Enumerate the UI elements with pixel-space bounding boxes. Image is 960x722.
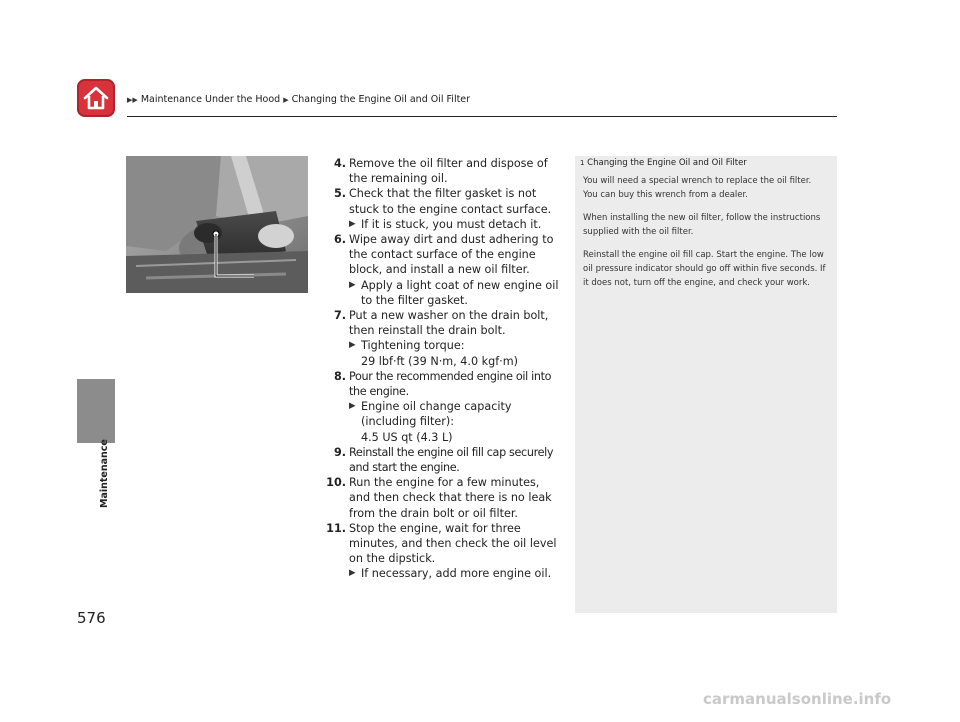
section-label [76,439,114,526]
step-subitem-text: Apply a light coat of new engine oil to the filter gasket. [361,278,559,307]
side-note [575,156,837,613]
note-paragraph: When installing the new oil filter, follow the instructions supplied with the oil filter. [583,213,821,237]
note-paragraph: Reinstall the engine oil fill cap. Start the engine. The low oil pressure indicator should go off within five seconds. If it does not, turn off the engine, and check your work. [583,250,826,288]
breadcrumb-arrow-icon: ▶▶ [127,96,138,104]
step-item [316,232,562,278]
step-text: Reinstall the engine oil fill cap securely and start the engine. [349,445,554,475]
breadcrumb [127,94,470,105]
step-number: 8. [333,369,346,383]
step-text: Stop the engine, wait for three minutes, and then check the oil level on the dipstick. [349,521,557,566]
note-title-text: Changing the Engine Oil and Oil Filter [587,158,747,168]
step-text: Remove the oil filter and dispose of the remaining oil. [349,157,548,186]
step-number: 4. [333,157,346,170]
note-marker-icon: 1 [580,159,585,167]
watermark: carmanualsonline.info [703,690,892,708]
step-item [316,445,562,475]
home-button[interactable] [77,79,115,117]
note-title [580,158,747,168]
step-item [316,186,562,216]
step-text: Check that the filter gasket is not stuck to the engine contact surface. [349,187,552,216]
section-label-text: Maintenance [99,439,110,508]
step-text: Pour the recommended engine oil into the engine. [349,369,552,399]
step-item [316,308,562,338]
step-subitem [316,566,562,581]
house-icon [82,83,110,113]
note-body [583,175,828,300]
torque-value: 29 lbf·ft (39 N·m, 4.0 kgf·m) [361,354,518,368]
step-item [316,521,562,567]
step-number: 6. [333,233,346,247]
step-number: 10. [326,476,346,490]
arrow-icon: ▶ [349,568,356,579]
step-item [316,369,562,399]
step-subitem-text: If it is stuck, you must detach it. [361,217,542,231]
arrow-icon: ▶ [349,401,356,412]
step-item [316,156,562,186]
page-number: 576 [77,609,106,627]
capacity-label: Engine oil change capacity (including filter): [361,400,512,429]
breadcrumb-item-section[interactable]: Maintenance Under the Hood [140,94,281,105]
engine-illustration [126,156,308,293]
note-paragraph: You will need a special wrench to replace the oil filter. You can buy this wrench from a dealer. [583,176,812,200]
procedure-steps [316,156,562,582]
step-number: 5. [333,187,346,201]
step-number: 11. [326,521,346,535]
torque-label: Tightening torque: [361,339,465,353]
step-subitem [316,399,562,445]
arrow-icon: ▶ [349,218,356,229]
arrow-icon: ▶ [349,279,356,290]
step-subitem-text [361,338,562,368]
header-divider [127,116,837,117]
step-number: 7. [333,309,346,323]
section-tab[interactable] [77,379,115,443]
oil-filter-photo [126,156,308,293]
step-subitem-text: If necessary, add more engine oil. [361,567,552,581]
step-text: Put a new washer on the drain bolt, then reinstall the drain bolt. [349,309,549,338]
step-text: Run the engine for a few minutes, and then check that there is no leak from the drain bolt or oil filter. [349,476,552,520]
step-number: 9. [333,445,346,459]
arrow-icon: ▶ [349,340,356,351]
step-subitem [316,217,562,232]
step-text: Wipe away dirt and dust adhering to the contact surface of the engine block, and install a new oil filter. [349,233,554,277]
breadcrumb-item-current[interactable]: Changing the Engine Oil and Oil Filter [291,94,471,105]
capacity-value: 4.5 US qt (4.3 L) [361,430,453,444]
breadcrumb-arrow-icon: ▶ [283,96,289,104]
step-subitem [316,338,562,368]
step-item [316,475,562,521]
step-subitem-text [361,399,562,445]
step-subitem [316,278,562,308]
